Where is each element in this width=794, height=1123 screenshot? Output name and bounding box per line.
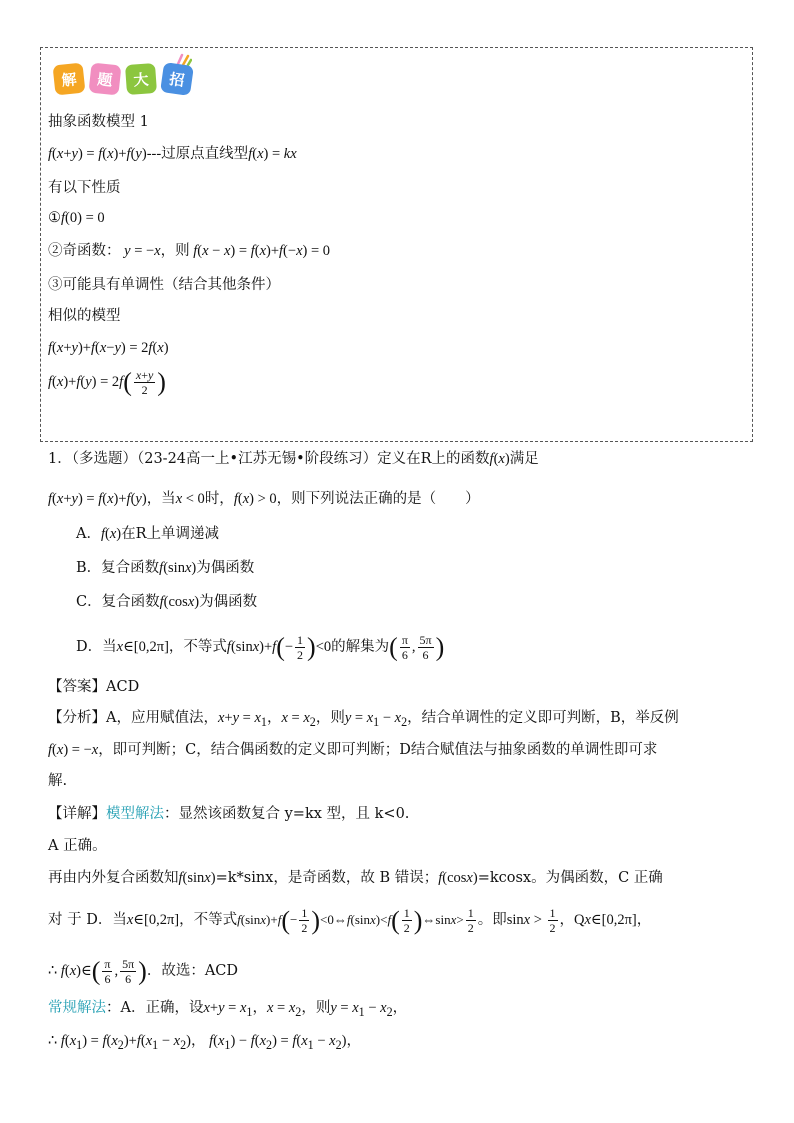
- detail-l6b: ，则: [301, 1000, 331, 1016]
- option-a-label: A．: [76, 526, 101, 542]
- badge-char-4: 招: [160, 62, 194, 96]
- detail-l4b: ，不等式: [179, 911, 238, 928]
- detail-l3a: 再由内外复合函数知: [48, 870, 179, 886]
- option-a[interactable]: A．f(x)在R上单调递减: [76, 526, 220, 542]
- box-title: 抽象函数模型 1: [48, 114, 149, 130]
- option-b-text: 为偶函数: [196, 560, 255, 576]
- detail-l4c: 。即: [477, 911, 507, 928]
- q-line2-end: ，则下列说法正确的是（ ）: [276, 491, 480, 507]
- normal-method-label: 常规解法: [48, 1000, 106, 1016]
- properties-heading: 有以下性质: [48, 180, 121, 196]
- detail-l6a: ：A．正确，设: [106, 1000, 204, 1016]
- model-suffix: ---过原点直线型: [146, 146, 249, 162]
- detail-line-4: 对 于 D．当x∈[0,2π]，不等式f(sinx)+f(− $\frac{1}{2}$ )<0⇔f(sinx)<f( $\frac{1}{2}$ )⇔sinx> $\frac{1}{2}$ 。即sinx > $\frac{1}{2}$ ，Qx∈[0,2π]，: [48, 905, 652, 936]
- option-c-label: C．复合函数: [76, 594, 160, 610]
- option-d-mid: ，不等式: [168, 638, 227, 655]
- analysis-line-1: 【分析】A，应用赋值法，$x+y = x_1$，$x = x_2$，则$y = x_1 - x_2$，结合单调性的定义即可判断，B，举反例: [48, 710, 679, 729]
- option-b[interactable]: B．复合函数f(sinx)为偶函数: [76, 560, 255, 576]
- model-formula-line: f(x+y) = f(x)+f(y)---过原点直线型f(x) = kx: [48, 146, 297, 162]
- detail-line-1: [48, 804, 409, 824]
- analysis-line-3: 解.: [48, 773, 68, 789]
- detail-line-6: 常规解法：A．正确，设$x+y = x_1$，$x = x_2$，则$y = x_1 - x_2$，: [48, 1000, 408, 1019]
- prop2-label: ②奇函数：: [48, 243, 121, 259]
- option-c-text: 为偶函数: [199, 594, 258, 610]
- detail-l3b: =k*sinx，是奇函数，故 B 错误；: [215, 870, 439, 886]
- model-method-label: 模型解法: [106, 806, 164, 822]
- detail-line-3: 再由内外复合函数知f(sinx)=k*sinx，是奇函数，故 B 错误；f(cosx)=kcosx。为偶函数，C 正确: [48, 870, 663, 886]
- property-1: ①f(0) = 0: [48, 210, 105, 226]
- question-line-2: f(x+y) = f(x)+f(y)，当x < 0时，f(x) > 0，则下列说法正确的是（ ）: [48, 491, 480, 507]
- analysis-line-2: f(x) = −x，即可判断；C，结合偶函数的定义即可判断；D结合赋值法与抽象函数的单调性即可求: [48, 742, 658, 758]
- property-3: ③可能具有单调性（结合其他条件）: [48, 277, 280, 293]
- analysis-l1b: ，则: [315, 710, 345, 726]
- option-c[interactable]: C．复合函数f(cosx)为偶函数: [76, 594, 258, 610]
- detail-label: 【详解】: [48, 806, 106, 822]
- detail-line-7: ∴ $f(x_1) = f(x_2)+f(x_1 - x_2)$， $f(x_1) - f(x_2) = f(x_1 - x_2)$，: [48, 1033, 361, 1052]
- badge-char-1: 解: [53, 63, 86, 96]
- detail-l3c: =kcosx。为偶函数，C 正确: [477, 870, 663, 886]
- analysis-l1c: ，结合单调性的定义即可判断，B，举反例: [407, 710, 679, 726]
- similar-heading: 相似的模型: [48, 308, 121, 324]
- detail-l4a: 对 于 D．当: [48, 911, 127, 928]
- detail-l1: ：显然该函数复合 y=kx 型，且 k<0.: [164, 806, 410, 822]
- property-2: ②奇函数： y = −x，则 f(x − x) = f(x)+f(−x) = 0: [48, 243, 331, 259]
- option-d[interactable]: D．当x∈[0,2π]，不等式f(sinx)+f(− $\frac{1}{2}$ )<0的解集为( $\frac{\pi}{6}$ , $\frac{5\pi}{6}$ ): [76, 632, 445, 662]
- analysis-l1a: A，应用赋值法，: [106, 710, 218, 726]
- q-line2-when: 时，: [204, 491, 234, 507]
- detail-l5a: ．故选：ACD: [146, 962, 239, 979]
- badge-char-2: 题: [89, 63, 122, 96]
- prop1-marker: ①: [48, 210, 61, 226]
- answer-label: 【答案】: [48, 679, 106, 695]
- detail-line-2: A 正确。: [48, 838, 107, 854]
- option-d-end: 的解集为: [331, 638, 390, 655]
- similar-formula-2: f(x)+f(y) = 2f( $\frac{x+y}{2}$ ): [48, 367, 166, 397]
- answer-line: [48, 677, 139, 697]
- question-suffix: 满足: [509, 451, 539, 467]
- detail-line-5: ∴ f(x)∈( $\frac{\pi}{6}$ , $\frac{5\pi}{6}$ )．故选：ACD: [48, 956, 239, 986]
- analysis-l2: ，即可判断；C，结合偶函数的定义即可判断；D结合赋值法与抽象函数的单调性即可求: [98, 742, 658, 758]
- question-prefix: 1．（多选题）（23-24高一上•江苏无锡•阶段练习）定义在R上的函数: [48, 451, 490, 467]
- option-b-label: B．复合函数: [76, 560, 160, 576]
- similar-formula-1: f(x+y)+f(x−y) = 2f(x): [48, 340, 169, 356]
- answer-value: ACD: [106, 679, 140, 695]
- prop2-then: ，则: [160, 243, 190, 259]
- option-d-label: D．当: [76, 638, 117, 655]
- badge-char-3: 大: [125, 63, 157, 95]
- option-a-text: 在R上单调递减: [121, 526, 220, 542]
- question-line-1: 1．（多选题）（23-24高一上•江苏无锡•阶段练习）定义在R上的函数f(x)满足: [48, 451, 539, 467]
- analysis-label: 【分析】: [48, 710, 106, 726]
- q-line2-mid: ，当: [146, 491, 176, 507]
